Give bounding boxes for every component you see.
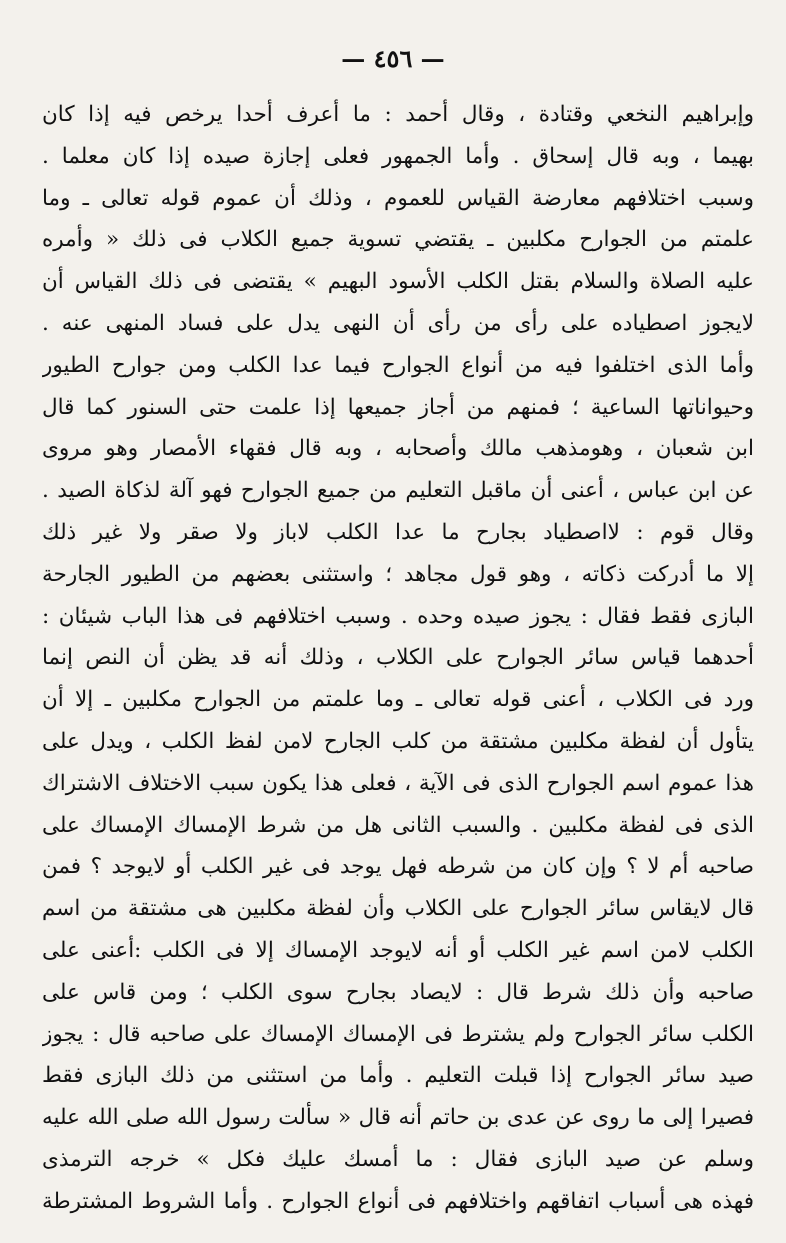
text-line: ابن شعبان ، وهومذهب مالك وأصحابه ، وبه قال فقهاء الأمصار وهو مروى: [42, 436, 754, 462]
text-line: إلا ما أدركت ذكاته ، وهو قول مجاهد ؛ واستثنى بعضهم من الطيور الجارحة: [42, 561, 754, 587]
text-line: البازى فقط فقال : يجوز صيده وحده . وسبب اختلافهم فى هذا الباب شيئان :: [42, 603, 754, 629]
text-line: ورد فى الكلاب ، أعنى قوله تعالى ـ وما علمتم من الجوارح مكلبين ـ إلا أن: [42, 687, 754, 713]
text-line: صيد سائر الجوارح إذا قبلت التعليم . وأما من استثنى من ذلك البازى فقط: [42, 1063, 754, 1089]
text-line: الذى فى لفظة مكلبين . والسبب الثانى هل من شرط الإمساك الإمساك على: [42, 812, 754, 838]
body-text: [42, 94, 754, 1223]
text-line: هذا عموم اسم الجوارح الذى فى الآية ، فعلى هذا يكون سبب الاختلاف الاشتراك: [42, 770, 754, 796]
text-line: الكلب سائر الجوارح ولم يشترط فى الإمساك الإمساك على صاحبه قال : يجوز: [42, 1021, 754, 1047]
text-line: يتأول أن لفظة مكلبين مشتقة من كلب الجارح لامن لفظ الكلب ، ويدل على: [42, 728, 754, 754]
page-number: — ٤٥٦ —: [341, 44, 445, 73]
text-line: وحيواناتها الساعية ؛ فمنهم من أجاز جميعها إذا علمت حتى السنور كما قال: [42, 394, 754, 420]
text-line: فهذه هى أسباب اتفاقهم واختلافهم فى أنواع الجوارح . وأما الشروط المشترطة: [42, 1188, 754, 1214]
text-line: عن ابن عباس ، أعنى أن ماقبل التعليم من جميع الجوارح فهو آلة لذكاة الصيد .: [42, 478, 754, 504]
text-line: قال لايقاس سائر الجوارح على الكلاب وأن لفظة مكلبين هى مشتقة من اسم: [42, 896, 754, 922]
text-line: صاحبه أم لا ؟ وإن كان من شرطه فهل يوجد فى غير الكلب أو لايوجد ؟ فمن: [42, 854, 754, 880]
text-line: عليه الصلاة والسلام بقتل الكلب الأسود البهيم » يقتضى فى ذلك القياس أن: [42, 269, 754, 295]
text-line: وسلم عن صيد البازى فقال : ما أمسك عليك فكل » خرجه الترمذى: [42, 1146, 754, 1172]
text-line: وقال قوم : لااصطياد بجارح ما عدا الكلب لاباز ولا صقر ولا غير ذلك: [42, 519, 754, 545]
text-line: فصيرا إلى ما روى عن عدى بن حاتم أنه قال « سألت رسول الله صلى الله عليه: [42, 1105, 754, 1131]
text-line: وسبب اختلافهم معارضة القياس للعموم ، وذلك أن عموم قوله تعالى ـ وما: [42, 185, 754, 211]
text-line: لايجوز اصطياده على رأى من رأى أن النهى يدل على فساد المنهى عنه .: [42, 310, 754, 336]
text-line: بهيما ، وبه قال إسحاق . وأما الجمهور فعلى إجازة صيده إذا كان معلما .: [42, 143, 754, 169]
text-line: وأما الذى اختلفوا فيه من أنواع الجوارح فيما عدا الكلب ومن جوارح الطيور: [42, 352, 754, 378]
text-line: علمتم من الجوارح مكلبين ـ يقتضي تسوية جميع الكلاب فى ذلك « وأمره: [42, 227, 754, 253]
text-line: صاحبه وأن ذلك شرط قال : لايصاد بجارح سوى الكلب ؛ ومن قاس على: [42, 979, 754, 1005]
text-line: الكلب لامن اسم غير الكلب أو أنه لايوجد الإمساك إلا فى الكلب :أعنى على: [42, 937, 754, 963]
text-line: وإبراهيم النخعي وقتادة ، وقال أحمد : ما أعرف أحدا يرخص فيه إذا كان: [42, 102, 754, 127]
text-line: أحدهما قياس سائر الجوارح على الكلاب ، وذلك أنه قد يظن أن النص إنما: [42, 645, 754, 671]
